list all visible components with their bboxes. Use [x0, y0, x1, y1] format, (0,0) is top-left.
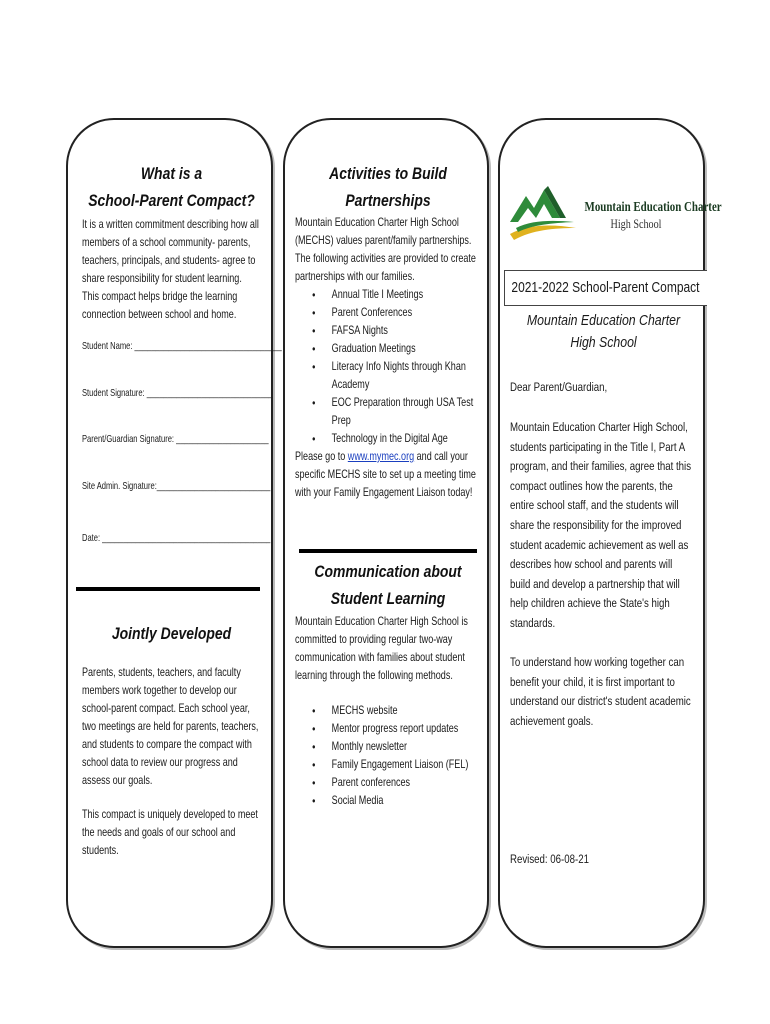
communication-methods-list [295, 702, 478, 810]
compact-title-box [504, 270, 707, 306]
student-name-field[interactable]: Student Name: ___________________________________ [82, 340, 282, 352]
date-field[interactable]: Date: ________________________________________ [82, 532, 271, 544]
panel-activities [283, 118, 489, 948]
letter-paragraph-1: Mountain Education Charter High School, students participating in the Title I, Part A program, and their families, agree that this compact outlines how the parents, the entire school staff, and the students will share the responsibility for the improved student academic achievement as well as describes how school and parents will build and develop a partnership that will help children achieve the State's high standards. [510, 420, 692, 630]
heading-activities [304, 160, 473, 214]
school-name: Mountain Education Charter High School [526, 312, 681, 351]
list-item: • Family Engagement Liaison (FEL) [295, 756, 478, 774]
activities-list [295, 286, 478, 448]
list-item: • Mentor progress report updates [295, 720, 478, 738]
list-item: • Monthly newsletter [295, 738, 478, 756]
visit-note [295, 448, 478, 502]
list-item: • Literacy Info Nights through Khan Academy [295, 358, 478, 394]
communication-intro: Mountain Education Charter High School is committed to providing regular two-way communication with families about student learning through the following methods. [295, 615, 468, 682]
activities-panel-body [295, 214, 478, 502]
heading-what-is-compact [87, 160, 257, 214]
list-item: • EOC Preparation through USA Test Prep [295, 394, 478, 430]
heading-line: Communication about [314, 562, 462, 581]
list-item: • Parent Conferences [295, 304, 478, 322]
jointly-paragraph-1: Parents, students, teachers, and faculty members work together to develop our school-parent compact. Each school year, two meetings are held for parents, teachers, and students to compare the compact with school data to review our progress and assess our goals. [82, 666, 259, 787]
divider [76, 587, 260, 591]
jointly-paragraph-2: This compact is uniquely developed to meet the needs and goals of our school and students. [82, 808, 258, 857]
revised-date: Revised: 06-08-21 [510, 852, 589, 866]
logo-subtitle: High School [610, 216, 662, 231]
list-item: • FAFSA Nights [295, 322, 478, 340]
activities-intro: Mountain Education Charter High School (MECHS) values parent/family partnerships. The following activities are provided to create partnerships with our families. [295, 216, 476, 283]
heading-line: School-Parent Compact? [88, 191, 255, 210]
divider [299, 549, 477, 553]
school-logo-icon [508, 182, 580, 244]
heading-line: What is a [140, 164, 203, 183]
heading-communication [304, 558, 473, 612]
visit-prefix: Please go to [295, 450, 348, 463]
greeting: Dear Parent/Guardian, [510, 380, 608, 394]
heading-line: Activities to Build [329, 164, 447, 183]
list-item: • MECHS website [295, 702, 478, 720]
letter-paragraph-2: To understand how working together can benefit your child, it is first important to understand our district's student academic achievement goals. [510, 655, 691, 728]
logo-title: Mountain Education Charter [584, 200, 722, 215]
list-item: • Graduation Meetings [295, 340, 478, 358]
panel-compact-cover [498, 118, 722, 948]
list-item: • Social Media [295, 792, 478, 810]
list-item: • Annual Title I Meetings [295, 286, 478, 304]
logo-text [584, 200, 722, 232]
heading-jointly-developed: Jointly Developed [111, 624, 232, 643]
intro-paragraph: It is a written commitment describing how all members of a school community- parents, teachers, principals, and students- agree to share responsibility for student learning. This compact helps bridge the learning connection between school and home. [82, 218, 259, 321]
student-signature-field[interactable]: Student Signature: ______________________________ [82, 387, 273, 399]
heading-line: Student Learning [330, 589, 446, 608]
website-link[interactable]: www.mymec.org [347, 450, 415, 463]
list-item: • Parent conferences [295, 774, 478, 792]
site-admin-signature-field[interactable]: Site Admin. Signature:___________________________ [82, 480, 271, 492]
heading-line: Partnerships [345, 191, 431, 210]
compact-title: 2021-2022 School-Parent Compact [511, 279, 700, 296]
visit-suffix: and call your specific MECHS site to set up a meeting time with your Family Engagement Liaison today! [295, 450, 476, 499]
parent-signature-field[interactable]: Parent/Guardian Signature: ______________________ [82, 433, 269, 445]
list-item: • Technology in the Digital Age [295, 430, 478, 448]
panel-what-is-compact [66, 118, 282, 948]
